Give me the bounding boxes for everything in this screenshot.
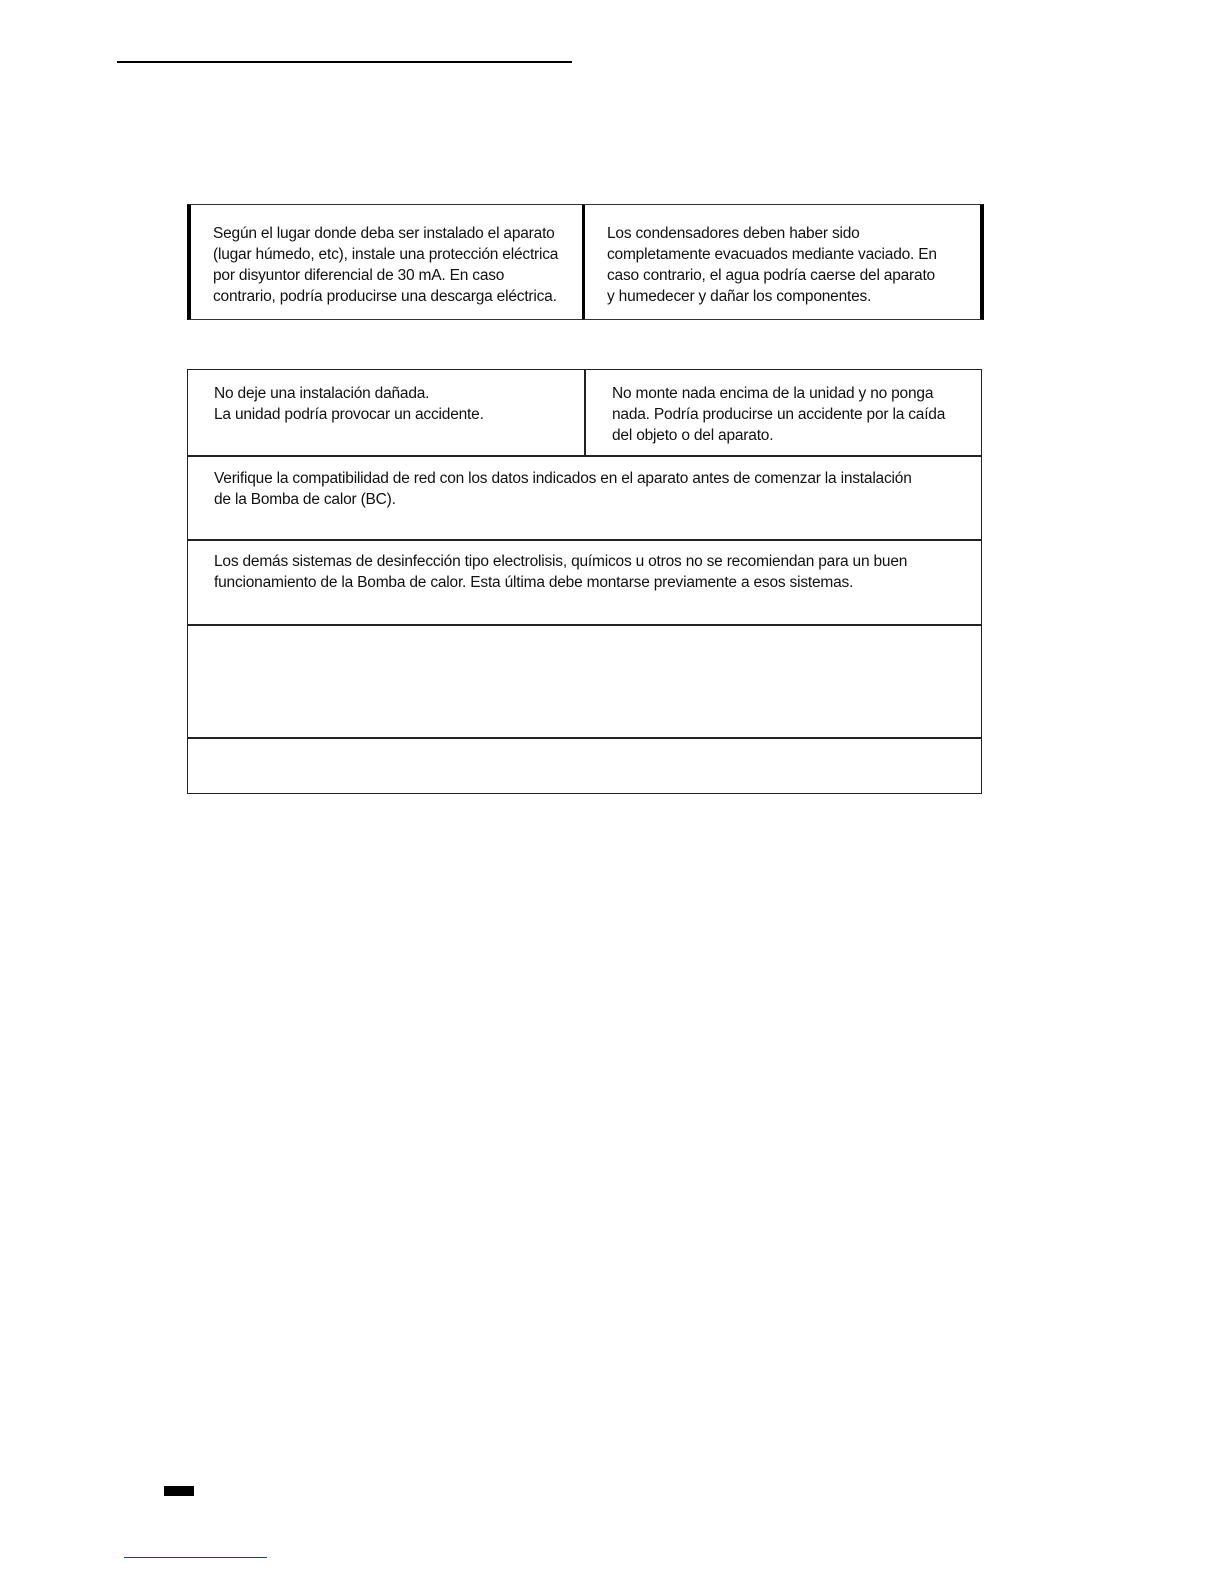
warnings-table-column-divider [584, 369, 586, 456]
header-rule [117, 61, 572, 63]
warnings-table-row-divider [187, 455, 982, 457]
warning-disinfection-systems: Los demás sistemas de desinfección tipo electrolisis, químicos u otros no se recomiendan para un buen funcionamiento de la Bomba de calor. Esta última debe montarse previamente a esos sistemas. [214, 553, 908, 591]
warnings-table-row-divider [187, 539, 982, 541]
page-number-marker [164, 1486, 194, 1496]
warnings-table-row-divider [187, 624, 982, 626]
warning-network-compatibility: Verifique la compatibilidad de red con los datos indicados en el aparato antes de comenzar la instalación de la Bomba de calor (BC). [214, 470, 912, 508]
warning-nothing-on-top: No monte nada encima de la unidad y no ponga nada. Podría producirse un accidente por la caída del objeto o del aparato. [612, 385, 946, 444]
warning-damaged-installation: No deje una instalación dañada. La unidad podría provocar un accidente. [214, 385, 484, 423]
warning-electrical-protection: Según el lugar donde deba ser instalado el aparato (lugar húmedo, etc), instale una protección eléctrica por disyuntor diferencial de 30 mA. En caso contrario, podría producirse una descarga eléctrica. [187, 204, 585, 320]
warning-condenser-drain: Los condensadores deben haber sido completamente evacuados mediante vaciado. En caso contrario, el agua podría caerse del aparato y humedecer y dañar los componentes. [584, 204, 984, 320]
footer-rule [124, 1557, 267, 1558]
warnings-table-row-divider [187, 737, 982, 739]
